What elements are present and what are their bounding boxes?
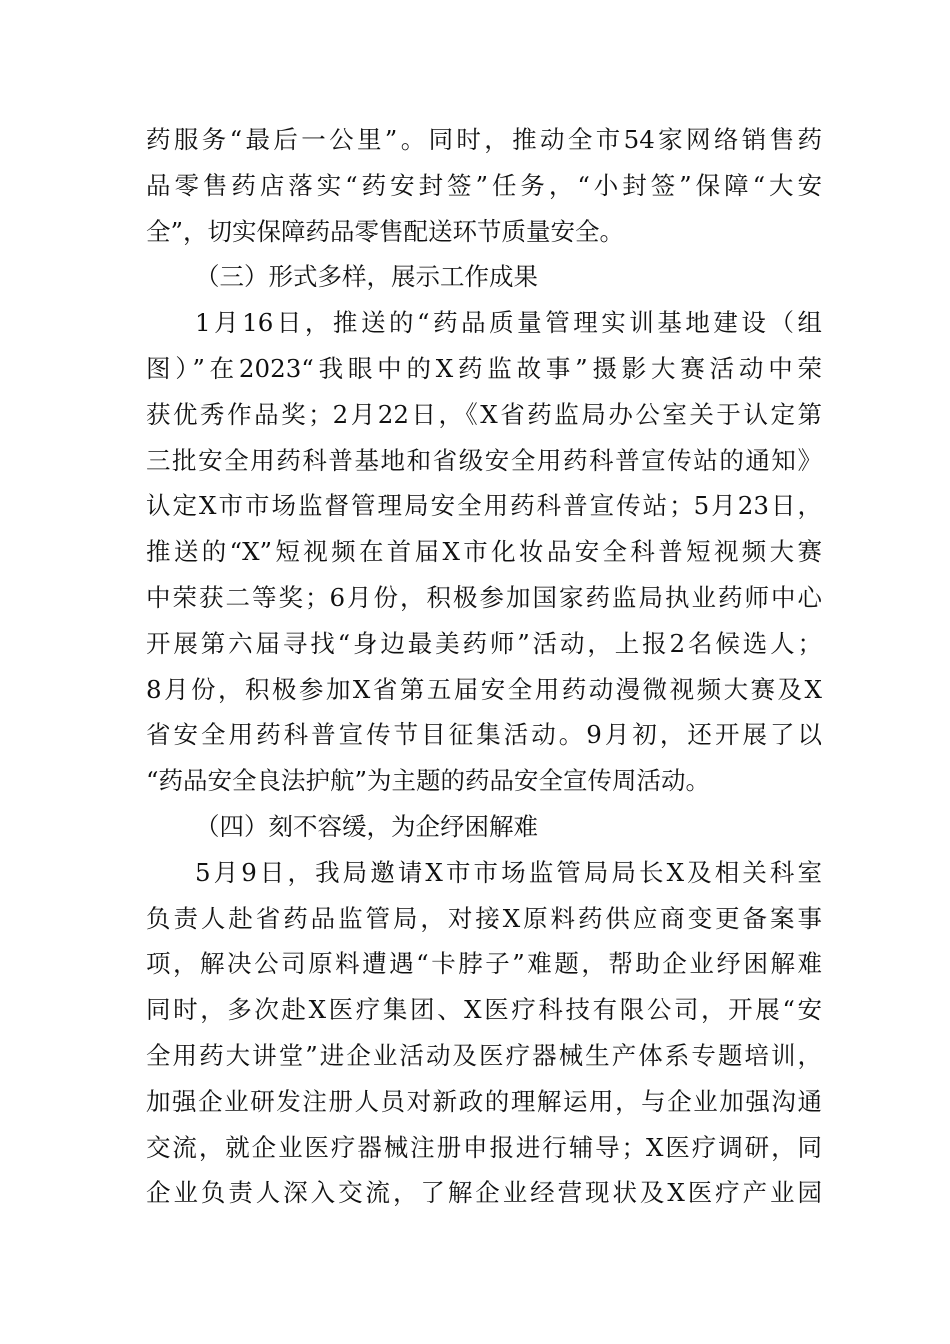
text-line: 开展第六届寻找“身边最美药师”活动，上报2名候选人；	[146, 628, 822, 658]
text-line: 5月9日，我局邀请X市市场监管局局长X及相关科室	[195, 857, 822, 887]
text-line: 获优秀作品奖；2月22日，《X省药监局办公室关于认定第	[146, 399, 822, 429]
text-line: 省安全用药科普宣传节目征集活动。9月初，还开展了以	[146, 720, 822, 750]
text-line: “药品安全良法护航”为主题的药品安全宣传周活动。	[146, 766, 711, 796]
text-line: 推送的“X”短视频在首届X市化妆品安全科普短视频大赛	[146, 537, 822, 567]
text-line: 三批安全用药科普基地和省级安全用药科普宣传站的通知》	[146, 445, 822, 475]
text-line: 认定X市市场监督管理局安全用药科普宣传站；5月23日，	[146, 491, 822, 521]
text-line: 全”，切实保障药品零售配送环节质量安全。	[146, 216, 625, 246]
text-line: 负责人赴省药品监管局，对接X原料药供应商变更备案事	[146, 903, 822, 933]
text-line: 企业负责人深入交流，了解企业经营现状及X医疗产业园	[146, 1178, 822, 1208]
text-line: 同时，多次赴X医疗集团、X医疗科技有限公司，开展“安	[146, 995, 822, 1025]
document-body	[146, 117, 822, 1216]
text-line: 1月16日，推送的“药品质量管理实训基地建设（组	[195, 308, 822, 338]
text-line: 项，解决公司原料遭遇“卡脖子”难题，帮助企业纾困解难	[146, 949, 822, 979]
text-line: 全用药大讲堂”进企业活动及医疗器械生产体系专题培训，	[146, 1040, 822, 1070]
text-line: 中荣获二等奖；6月份，积极参加国家药监局执业药师中心	[146, 582, 822, 612]
section-heading-3: （三）形式多样，展示工作成果	[195, 262, 538, 292]
section-heading-4: （四）刻不容缓，为企纾困解难	[195, 811, 538, 841]
text-line: 加强企业研发注册人员对新政的理解运用，与企业加强沟通	[146, 1086, 822, 1116]
text-line: 交流，就企业医疗器械注册申报进行辅导；X医疗调研，同	[146, 1132, 822, 1162]
text-line: 品零售药店落实“药安封签”任务，“小封签”保障“大安	[146, 170, 822, 200]
text-line: 药服务“最后一公里”。同时，推动全市54家网络销售药	[146, 125, 822, 154]
text-line: 8月份，积极参加X省第五届安全用药动漫微视频大赛及X	[146, 674, 822, 704]
text-line: 图）”在2023“我眼中的X药监故事”摄影大赛活动中荣	[146, 353, 822, 383]
